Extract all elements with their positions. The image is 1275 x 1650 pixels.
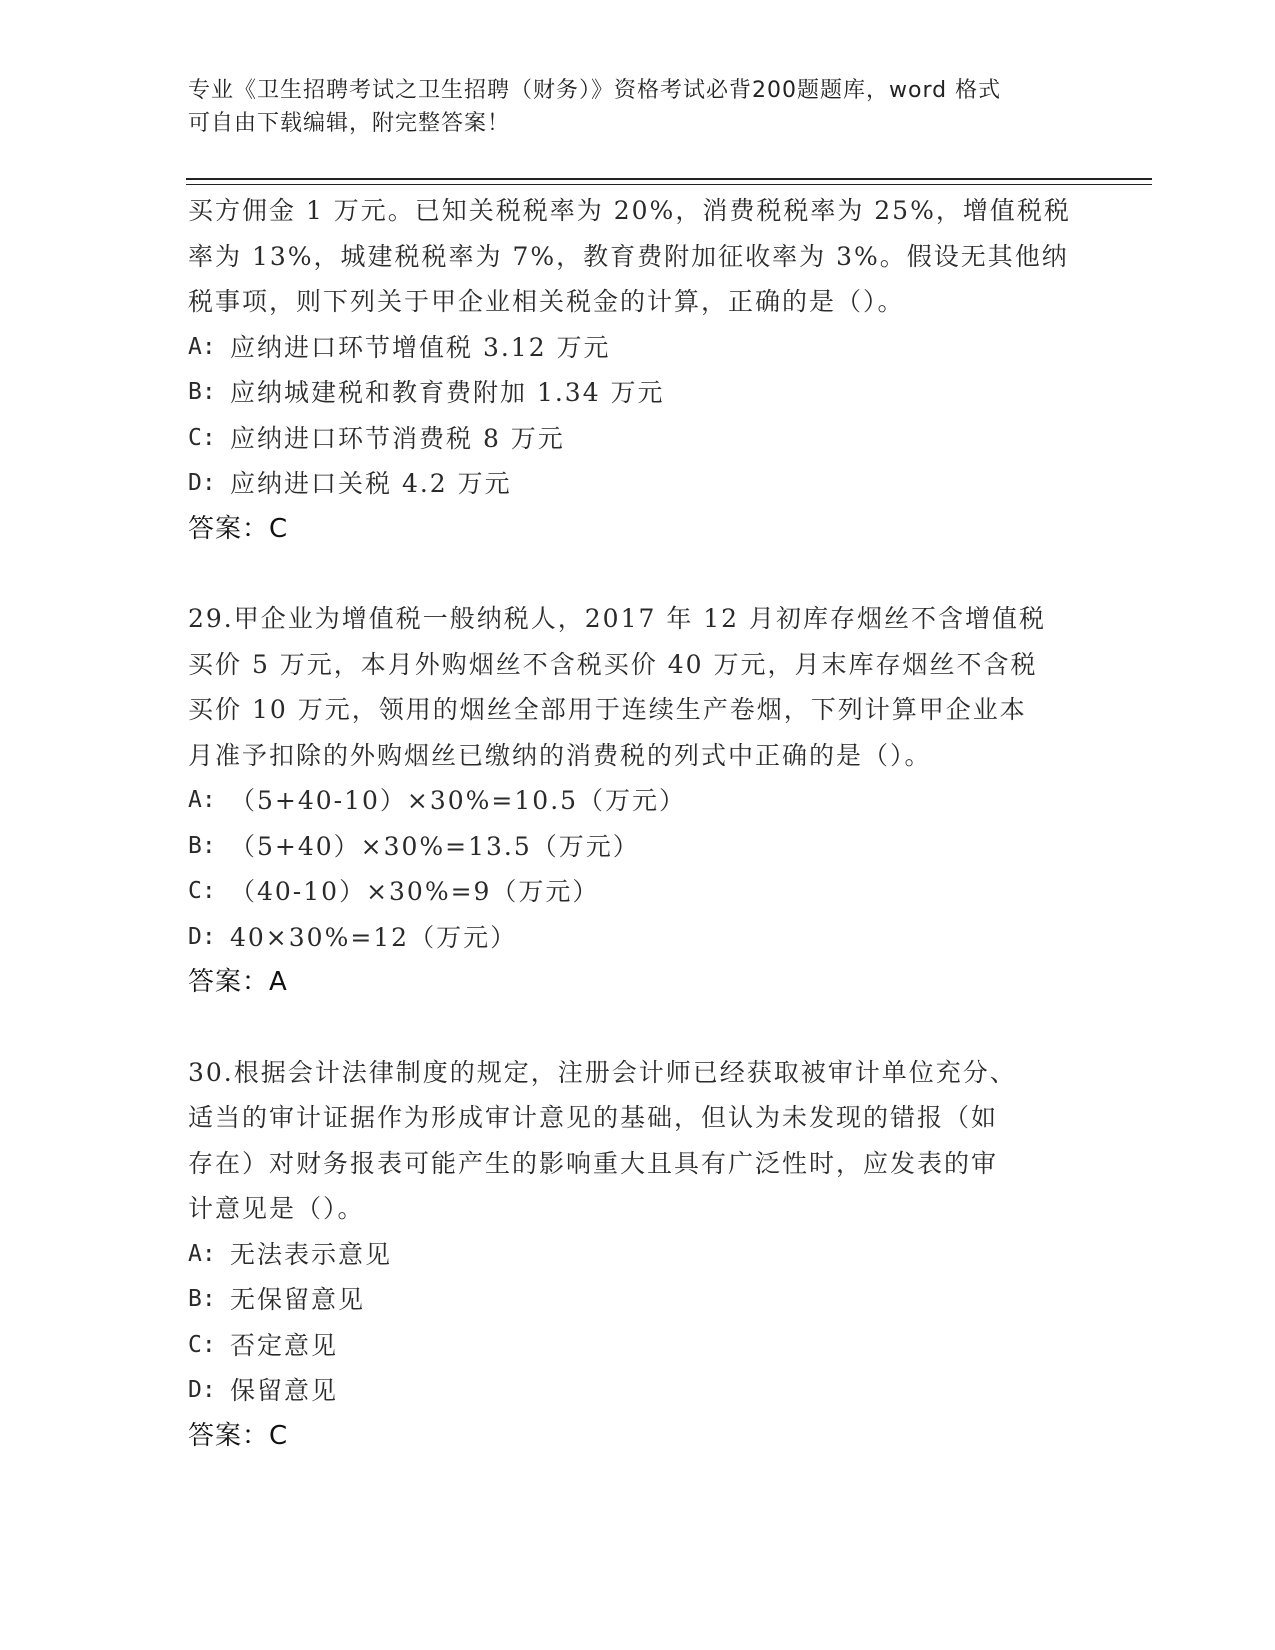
option-text: （40-10）×30%=9（万元） xyxy=(230,877,600,906)
option-text: 无法表示意见 xyxy=(230,1239,393,1269)
question-29 xyxy=(188,596,1088,1006)
option-a xyxy=(188,778,1088,824)
header-title-line-1: 专业《卫生招聘考试之卫生招聘（财务）》资格考试必背200题题库，word 格式 xyxy=(188,78,1002,103)
question-stem-line: 买方佣金 1 万元。已知关税税率为 20%，消费税税率为 25%，增值税税 xyxy=(188,196,1071,225)
question-stem-line: 率为 13%，城建税税率为 7%，教育费附加征收率为 3%。假设无其他纳 xyxy=(188,241,1069,271)
question-stem-line: 计意见是（）。 xyxy=(188,1194,365,1223)
header-divider-thin xyxy=(186,184,1152,185)
option-letter: B: xyxy=(188,832,216,859)
option-d xyxy=(188,1368,1088,1414)
option-a xyxy=(188,1232,1088,1278)
answer-line: 答案：C xyxy=(188,513,289,544)
option-text: 应纳进口环节消费税 8 万元 xyxy=(230,423,565,453)
option-d xyxy=(188,915,1088,961)
question-stem-line: 30.根据会计法律制度的规定，注册会计师已经获取被审计单位充分、 xyxy=(188,1057,1017,1087)
option-letter: B: xyxy=(188,379,216,405)
option-b xyxy=(188,370,1088,416)
question-stem-line: 存在）对财务报表可能产生的影响重大且具有广泛性时，应发表的审 xyxy=(188,1148,999,1178)
page-header xyxy=(188,74,1068,140)
header-divider-thick xyxy=(186,178,1152,180)
option-letter: B: xyxy=(188,1286,216,1312)
option-c xyxy=(188,416,1088,462)
header-title-line-2: 可自由下载编辑，附完整答案！ xyxy=(188,111,511,136)
option-text: 应纳进口关税 4.2 万元 xyxy=(230,469,512,498)
option-text: 无保留意见 xyxy=(230,1285,366,1314)
option-c xyxy=(188,869,1088,915)
question-stem-line: 月准予扣除的外购烟丝已缴纳的消费税的列式中正确的是（）。 xyxy=(188,740,932,770)
option-letter: C: xyxy=(188,1331,216,1358)
option-letter: D: xyxy=(188,923,216,950)
option-text: （5+40）×30%=13.5（万元） xyxy=(230,831,640,861)
option-letter: A: xyxy=(188,787,216,813)
question-stem-line: 买价 10 万元，领用的烟丝全部用于连续生产卷烟，下列计算甲企业本 xyxy=(188,695,1027,724)
option-text: 40×30%=12（万元） xyxy=(230,922,518,952)
question-spacer xyxy=(188,1006,1088,1050)
document-body xyxy=(188,188,1088,1459)
option-b xyxy=(188,1277,1088,1323)
question-spacer xyxy=(188,552,1088,596)
answer-line: 答案：A xyxy=(188,967,288,997)
option-text: 应纳城建税和教育费附加 1.34 万元 xyxy=(230,378,665,407)
option-letter: C: xyxy=(188,878,216,904)
question-stem-line: 买价 5 万元，本月外购烟丝不含税买价 40 万元，月末库存烟丝不含税 xyxy=(188,649,1038,679)
option-text: （5+40-10）×30%=10.5（万元） xyxy=(230,786,687,815)
option-d xyxy=(188,461,1088,507)
question-stem-line: 税事项，则下列关于甲企业相关税金的计算，正确的是（）。 xyxy=(188,287,905,316)
option-text: 应纳进口环节增值税 3.12 万元 xyxy=(230,332,611,362)
option-b xyxy=(188,824,1088,870)
option-letter: A: xyxy=(188,1240,216,1267)
question-stem-line: 29.甲企业为增值税一般纳税人，2017 年 12 月初库存烟丝不含增值税 xyxy=(188,604,1047,633)
question-28 xyxy=(188,188,1088,552)
option-letter: C: xyxy=(188,424,216,451)
option-letter: A: xyxy=(188,333,216,360)
answer-line: 答案：C xyxy=(188,1420,289,1451)
option-a xyxy=(188,325,1088,371)
option-c xyxy=(188,1323,1088,1369)
question-30 xyxy=(188,1050,1088,1460)
option-text: 保留意见 xyxy=(230,1376,339,1405)
option-letter: D: xyxy=(188,470,216,496)
option-text: 否定意见 xyxy=(230,1330,339,1360)
option-letter: D: xyxy=(188,1377,216,1403)
question-stem-line: 适当的审计证据作为形成审计意见的基础，但认为未发现的错报（如 xyxy=(188,1103,999,1132)
